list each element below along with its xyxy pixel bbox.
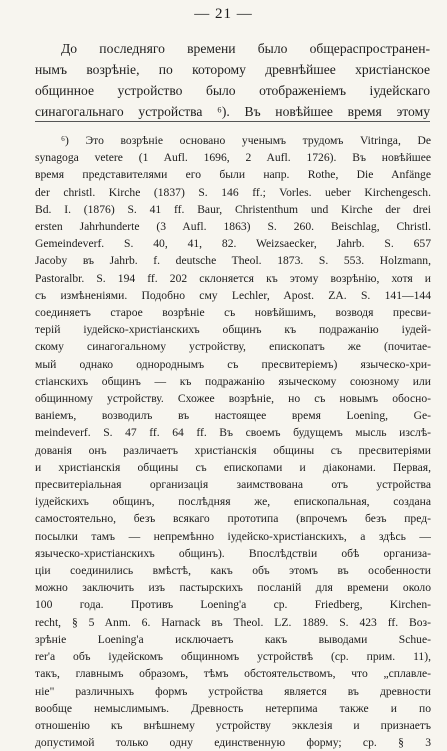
footnote-line: такъ, главнымъ образомъ, тѣмъ обстоятельствомъ, что „сплавле- [35, 667, 431, 681]
footnote-line: время представителями его были напр. Rothe, Die Anfänge [35, 168, 431, 182]
footnote-line: Jacoby въ Jahrb. f. deutsche Theol. 1873. S. 553. Holzmann, [35, 254, 431, 268]
footnote-line: 100 года. Противъ Loening'а ср. Friedberg, Kirchen- [35, 598, 431, 612]
footnote-line: зрѣніе Loening'а исключаетъ какъ выводами Schue- [35, 632, 431, 646]
footnote-line: Gemeindeverf. S. 40, 41, 82. Weizsaecker, Jahrb. S. 657 [35, 237, 431, 251]
footnote-line: rer'a объ іудейскомъ общинномъ устройствѣ (ср. прим. 11), [35, 650, 431, 664]
footnote-line: стіанскихъ общинъ — къ подражанію языческому союзному или [35, 374, 431, 388]
page-number: — 21 — [194, 6, 253, 22]
footnote-line: можно заключить изъ пастырскихъ посланій для времени около [35, 581, 431, 595]
footnotes-block [35, 132, 431, 751]
footnote-line: терій іудейско-христіанскихъ общинъ къ подражанію іудей- [35, 323, 431, 337]
footnote-line: пресвитеріальная организація заимствована отъ устройства [35, 478, 431, 492]
footnote-line: meindeverf. S. 47 ff. 64 ff. Въ своемъ будущемъ мысль изслѣ- [35, 426, 431, 440]
footnote-line: съ измѣненіями. Подобно сму Lechler, Apost. ZA. S. 141—144 [35, 288, 431, 302]
main-line: нымъ возрѣніе, по которому древнѣйшее христіанское [35, 62, 430, 77]
footnote-line: ⁶) Это возрѣніе основано ученымъ трудомъ Vitringa, De [61, 134, 431, 147]
footnote-line: допустимой только одну единственную форму; ср. § 3 [35, 736, 431, 750]
main-line: общинное устройство было отображеніемъ іудейскаго [35, 83, 430, 98]
footnote-line: іудейскихъ общинъ, послѣдняя же, епископальная, создана [35, 495, 431, 509]
footnote-line: отношенію къ внѣшнему устройству экклезія и признаетъ [35, 718, 431, 732]
footnote-line: самостоятельно, безъ всякаго прототипа (впрочемъ безъ пред- [35, 512, 431, 526]
footnote-line: соединяетъ старое возрѣніе съ новѣйшимъ, возводя пресви- [35, 306, 431, 320]
footnote-line: Pastoralbr. S. 194 ff. 202 склоняется къ этому возрѣнію, хотя и [35, 271, 431, 285]
footnote-line: вообще немыслимымъ. Древность нетерпима также и по [35, 701, 431, 715]
footnote-line: посылки тамъ — непремѣнно іудейско-христіанскихъ, а здѣсь — [35, 529, 431, 543]
footnote-line: Bd. I. (1876) S. 41 ff. Baur, Christenthum und Kirche der drei [35, 202, 431, 216]
footnote-line: общинному устройству. Схожее возрѣніе, но съ новымъ обосно- [35, 392, 431, 406]
footnote-line: скому синагогальному устройству, епископатъ же (почитае- [35, 340, 431, 354]
footnote-line: ersten Jahrhunderte (3 Aufl. 1863) S. 260. Beischlag, Christl. [35, 220, 431, 234]
footnote-line: ціи соединились вмѣстѣ, какъ объ этомъ въ особенности [35, 564, 431, 578]
footnote-line: synagoga vetere (1 Aufl. 1696, 2 Aufl. 1726). Въ новѣйшее [35, 151, 431, 165]
footnote-line: мый однако однороднымъ съ пресвитеріемъ) языческо-хри- [35, 357, 431, 371]
footnote-line: языческо-христіанскихъ общинъ). Впослѣдствіи обѣ организа- [35, 546, 431, 560]
footnote-line: ніе" различныхъ формъ устройства является въ древности [35, 684, 431, 698]
main-paragraph [35, 38, 430, 122]
footnote-line: recht, § 5 Anm. 6. Harnack въ Theol. LZ. 1889. S. 423 ff. Воз- [35, 615, 431, 629]
footnote-line: der christl. Kirche (1837) S. 146 ff.; Vorles. ueber Kirchengesch. [35, 185, 431, 199]
footnote-line: дованія онъ различаетъ христіанскія общины съ пресвитеріями [35, 443, 431, 457]
footnote-separator [35, 121, 430, 122]
main-line: синагогальнаго устройства ⁶). Въ новѣйшее время этому [35, 104, 430, 119]
footnote-line: и христіанскія общины съ епископами и діаконами. Первая, [35, 460, 431, 474]
main-line: До последняго времени было общераспространен- [61, 41, 430, 56]
footnote-line: ваніемъ, возводилъ въ настоящее время Loening, Ge- [35, 409, 431, 423]
